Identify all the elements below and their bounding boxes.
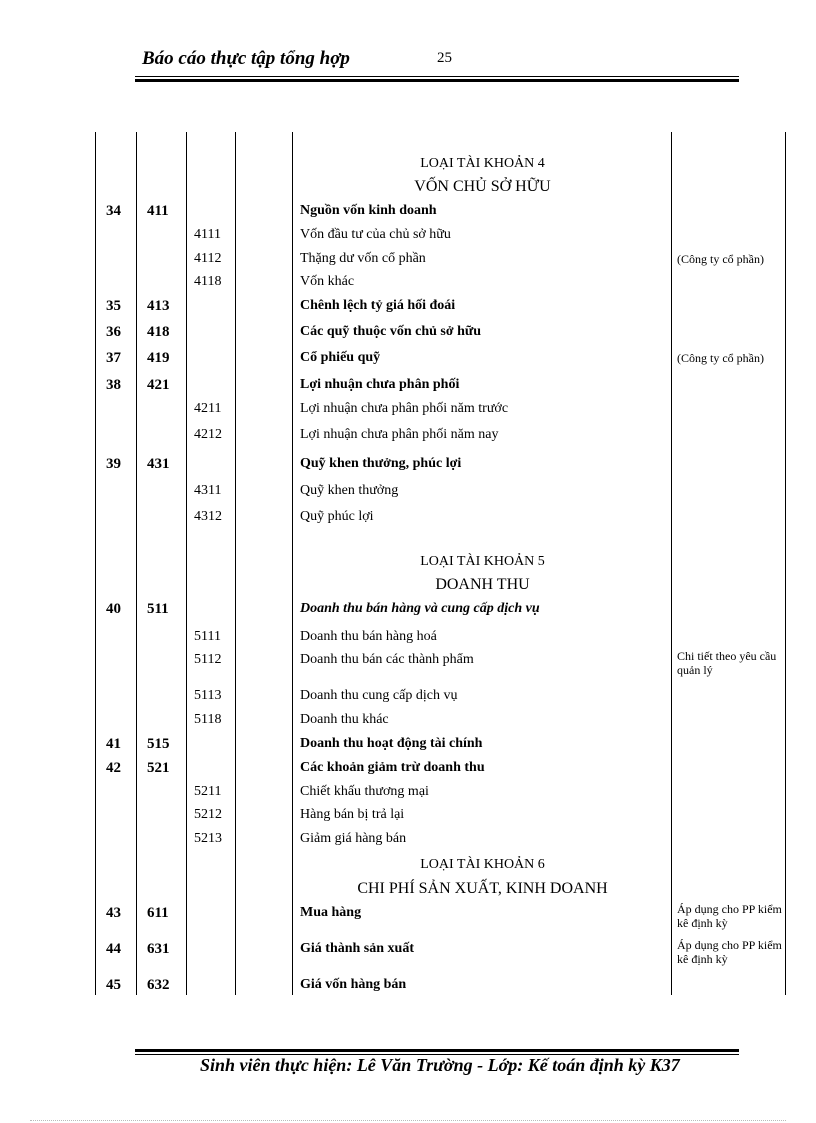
- report-title: Báo cáo thực tập tổng hợp: [142, 48, 350, 69]
- account-name: Các quỹ thuộc vốn chủ sở hữu: [300, 324, 482, 339]
- account-name: Doanh thu hoạt động tài chính: [300, 736, 483, 751]
- account-code-level2: 4311: [194, 483, 222, 498]
- account-name: Doanh thu khác: [300, 712, 389, 727]
- row-number: 37: [106, 350, 121, 366]
- column-divider: [292, 132, 293, 995]
- page-edge-dotted-line: [30, 1120, 786, 1121]
- account-name: Quỹ khen thưởng, phúc lợi: [300, 456, 462, 471]
- account-code-level2: 5113: [194, 688, 222, 703]
- account-name: Doanh thu bán các thành phẩm: [300, 652, 474, 667]
- account-code-level2: 5118: [194, 712, 222, 727]
- header-rule-thick: [135, 79, 739, 82]
- group-title: DOANH THU: [435, 576, 530, 593]
- row-number: 45: [106, 977, 121, 993]
- account-code-level2: 5112: [194, 652, 222, 667]
- account-note: (Công ty cổ phần): [677, 351, 764, 365]
- group-heading: LOẠI TÀI KHOẢN 6: [420, 857, 545, 872]
- account-code-level1: 611: [147, 905, 169, 921]
- account-code-level1: 418: [147, 324, 170, 340]
- account-code-level2: 4111: [194, 227, 221, 242]
- account-code-level2: 5212: [194, 807, 222, 822]
- account-name: Chênh lệch tỷ giá hối đoái: [300, 298, 456, 313]
- account-name: Doanh thu bán hàng và cung cấp dịch vụ: [300, 601, 540, 616]
- account-name: Nguồn vốn kinh doanh: [300, 203, 437, 218]
- row-number: 38: [106, 377, 121, 393]
- row-number: 35: [106, 298, 121, 314]
- row-number: 43: [106, 905, 121, 921]
- row-number: 42: [106, 760, 121, 776]
- account-name: Giá thành sản xuất: [300, 941, 414, 956]
- account-name: Mua hàng: [300, 905, 362, 920]
- account-name: Lợi nhuận chưa phân phối: [300, 377, 460, 392]
- account-code-level2: 4212: [194, 427, 222, 442]
- account-code-level2: 5213: [194, 831, 222, 846]
- account-code-level2: 4312: [194, 509, 222, 524]
- row-number: 41: [106, 736, 121, 752]
- account-code-level1: 521: [147, 760, 170, 776]
- account-note: Chi tiết theo yêu cầu quản lý: [677, 649, 777, 678]
- account-name: Doanh thu cung cấp dịch vụ: [300, 688, 458, 703]
- account-code-level1: 631: [147, 941, 170, 957]
- row-number: 36: [106, 324, 121, 340]
- account-name: Doanh thu bán hàng hoá: [300, 629, 437, 644]
- account-name: Giá vốn hàng bán: [300, 977, 407, 992]
- column-divider: [671, 132, 672, 995]
- header-rule-thin: [135, 76, 739, 77]
- account-code-level2: 4211: [194, 401, 222, 416]
- account-code-level1: 413: [147, 298, 170, 314]
- group-heading: LOẠI TÀI KHOẢN 5: [420, 554, 545, 569]
- table-border-left: [95, 132, 96, 995]
- account-name: Thặng dư vốn cổ phần: [300, 251, 426, 266]
- account-name: Giảm giá hàng bán: [300, 831, 407, 846]
- account-name: Lợi nhuận chưa phân phối năm trước: [300, 401, 509, 416]
- account-code-level2: 4112: [194, 251, 222, 266]
- row-number: 39: [106, 456, 121, 472]
- account-name: Chiết khấu thương mại: [300, 784, 429, 799]
- row-number: 44: [106, 941, 121, 957]
- account-name: Các khoản giảm trừ doanh thu: [300, 760, 485, 775]
- row-number: 40: [106, 601, 121, 617]
- group-title: VỐN CHỦ SỞ HỮU: [414, 178, 551, 195]
- group-heading: LOẠI TÀI KHOẢN 4: [420, 156, 545, 171]
- column-divider: [136, 132, 137, 995]
- account-code-level1: 421: [147, 377, 170, 393]
- account-code-level1: 632: [147, 977, 170, 993]
- row-number: 34: [106, 203, 121, 219]
- account-name: Quỹ phúc lợi: [300, 509, 374, 524]
- account-note: Áp dụng cho PP kiểm kê định kỳ: [677, 938, 782, 967]
- group-title: CHI PHÍ SẢN XUẤT, KINH DOANH: [357, 880, 608, 897]
- account-note: (Công ty cổ phần): [677, 252, 764, 266]
- account-code-level2: 5211: [194, 784, 222, 799]
- account-note: Áp dụng cho PP kiểm kê định kỳ: [677, 902, 782, 931]
- footer-rule-thick: [135, 1049, 739, 1052]
- account-code-level1: 431: [147, 456, 170, 472]
- account-code-level1: 419: [147, 350, 170, 366]
- account-name: Quỹ khen thưởng: [300, 483, 399, 498]
- column-divider: [186, 132, 187, 995]
- account-code-level2: 5111: [194, 629, 221, 644]
- account-name: Vốn đầu tư của chủ sở hữu: [300, 227, 451, 242]
- account-code-level1: 515: [147, 736, 170, 752]
- table-border-right: [785, 132, 786, 995]
- account-name: Cổ phiếu quỹ: [300, 350, 381, 365]
- page-number: 25: [437, 50, 452, 66]
- account-name: Vốn khác: [300, 274, 355, 289]
- account-code-level2: 4118: [194, 274, 222, 289]
- account-code-level1: 511: [147, 601, 169, 617]
- account-code-level1: 411: [147, 203, 169, 219]
- footer-text: Sinh viên thực hiện: Lê Văn Trường - Lớp: Kế toán định kỳ K37: [200, 1055, 680, 1075]
- account-name: Hàng bán bị trả lại: [300, 807, 405, 822]
- column-divider: [235, 132, 236, 995]
- account-name: Lợi nhuận chưa phân phối năm nay: [300, 427, 499, 442]
